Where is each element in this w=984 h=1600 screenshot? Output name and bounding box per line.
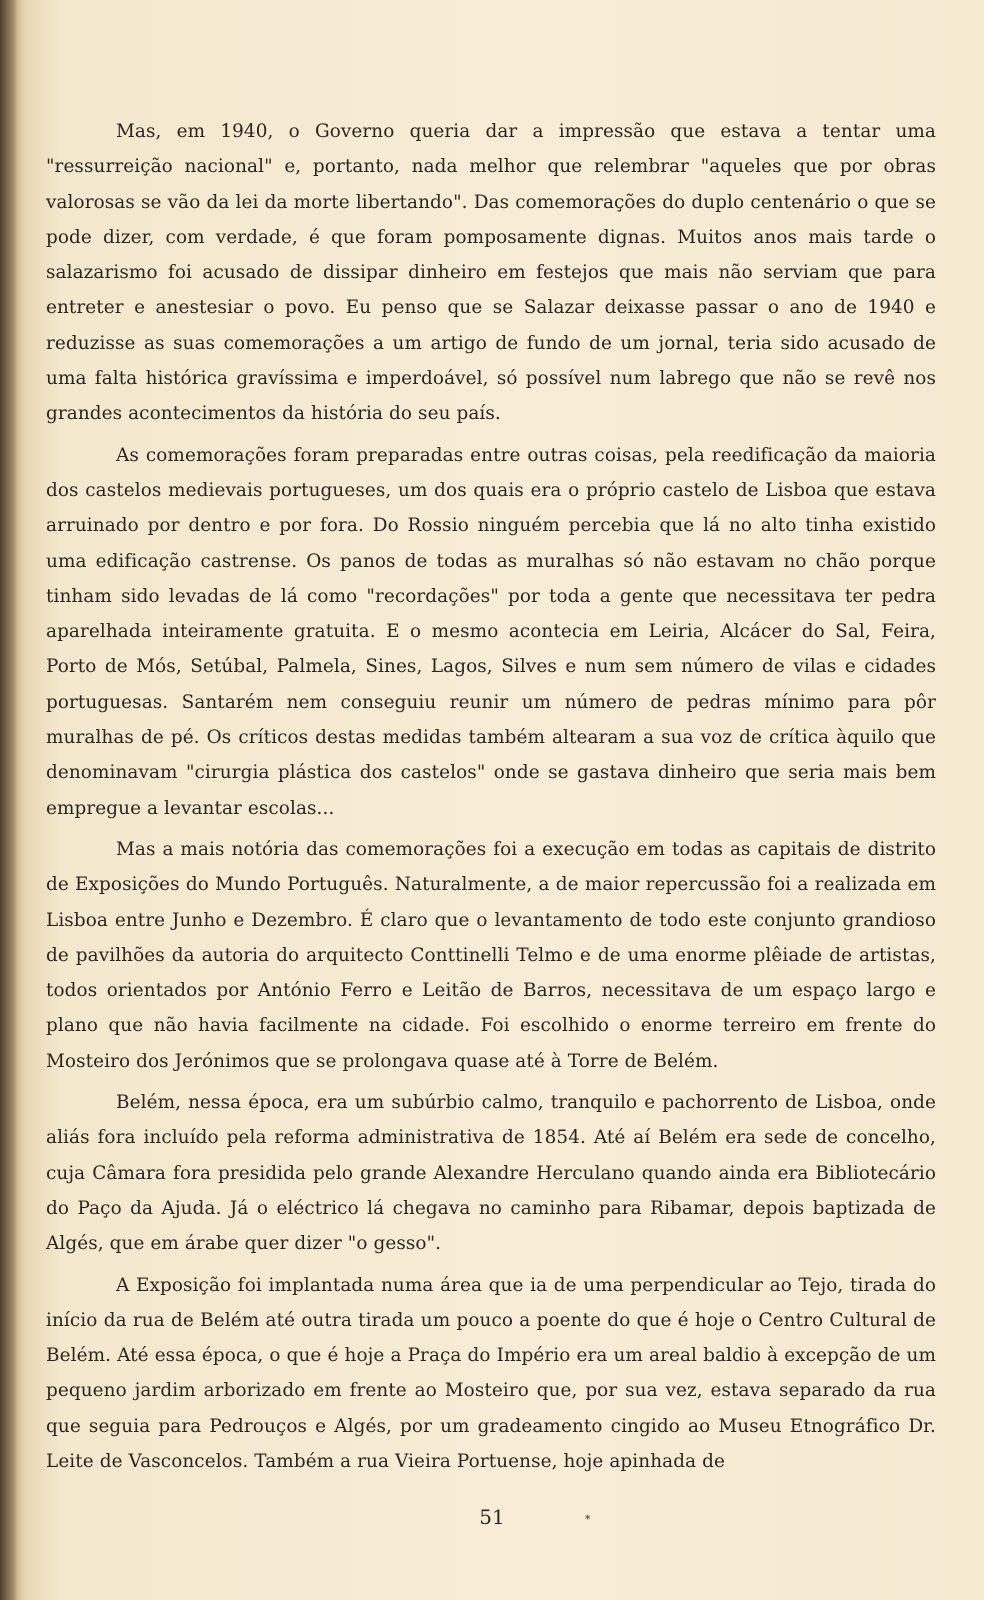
paragraph-5: A Exposição foi implantada numa área que ia de uma perpendicular ao Tejo, tirada do início da rua de Belém até outra tirada um pouco a poente do que é hoje o Centro Cultural de Belém. Até essa época, o que é hoje a Praça do Império era um areal baldio à excepção de um pequeno jardim arborizado em frente ao Mosteiro que, por sua vez, estava separado da rua que seguia para Pedrouços e Algés, por um gradeamento cingido ao Museu Etnográfico Dr. Leite de Vasconcelos. Também a rua Vieira Portuense, hoje apinhada de (46, 1274, 936, 1472)
paragraph-2: As comemorações foram preparadas entre outras coisas, pela reedificação da maioria dos castelos medievais portugueses, um dos quais era o próprio castelo de Lisboa que estava arruinado por dentro e por fora. Do Rossio ninguém percebia que lá no alto tinha existido uma edificação castrense. Os panos de todas as muralhas só não estavam no chão porque tinham sido levadas de lá como "recordações" por toda a gente que necessitava ter pedra aparelhada inteiramente gratuita. E o mesmo acontecia em Leiria, Alcácer do Sal, Feira, Porto de Mós, Setúbal, Palmela, Sines, Lagos, Silves e num sem número de vilas e cidades portuguesas. Santarém nem conseguiu reunir um número de pedras mínimo para pôr muralhas de pé. Os críticos destas medidas também altearam a sua voz de crítica àquilo que denominavam "cirurgia plástica dos castelos" onde se gastava dinheiro que seria mais bem empregue a levantar escolas... (46, 444, 936, 819)
book-spine-shadow (0, 0, 18, 1600)
footer-mark: * (585, 1513, 591, 1526)
paragraph-3: Mas a mais notória das comemorações foi a execução em todas as capitais de distrito de Exposições do Mundo Português. Naturalmente, a de maior repercussão foi a realizada em Lisboa entre Junho e Dezembro. É claro que o levantamento de todo este conjunto grandioso de pavilhões da autoria do arquitecto Conttinelli Telmo e de uma enorme plêiade de artistas, todos orientados por António Ferro e Leitão de Barros, necessitava de um espaço largo e plano que não havia facilmente na cidade. Foi escolhido o enorme terreiro em frente do Mosteiro dos Jerónimos que se prolongava quase até à Torre de Belém. (46, 838, 936, 1072)
page-number: 51 (479, 1505, 505, 1529)
paragraph-1: Mas, em 1940, o Governo queria dar a impressão que estava a tentar uma "ressurreição nacional" e, portanto, nada melhor que relembrar "aqueles que por obras valorosas se vão da lei da morte libertando". Das comemorações do duplo centenário o que se pode dizer, com verdade, é que foram pomposamente dignas. Muitos anos mais tarde o salazarismo foi acusado de dissipar dinheiro em festejos que mais não serviam que para entreter e anestesiar o povo. Eu penso que se Salazar deixasse passar o ano de 1940 e reduzisse as suas comemorações a um artigo de fundo de um jornal, teria sido acusado de uma falta histórica gravíssima e imperdoável, só possível num labrego que não se revê nos grandes acontecimentos da história do seu país. (46, 121, 936, 425)
paragraph-4: Belém, nessa época, era um subúrbio calmo, tranquilo e pachorrento de Lisboa, onde aliás fora incluído pela reforma administrativa de 1854. Até aí Belém era sede de concelho, cuja Câmara fora presidida pelo grande Alexandre Herculano quando ainda era Bibliotecário do Paço da Ajuda. Já o eléctrico lá chegava no caminho para Ribamar, depois baptizada de Algés, que em árabe quer dizer "o gesso". (46, 1092, 936, 1255)
body-text (46, 114, 936, 1485)
